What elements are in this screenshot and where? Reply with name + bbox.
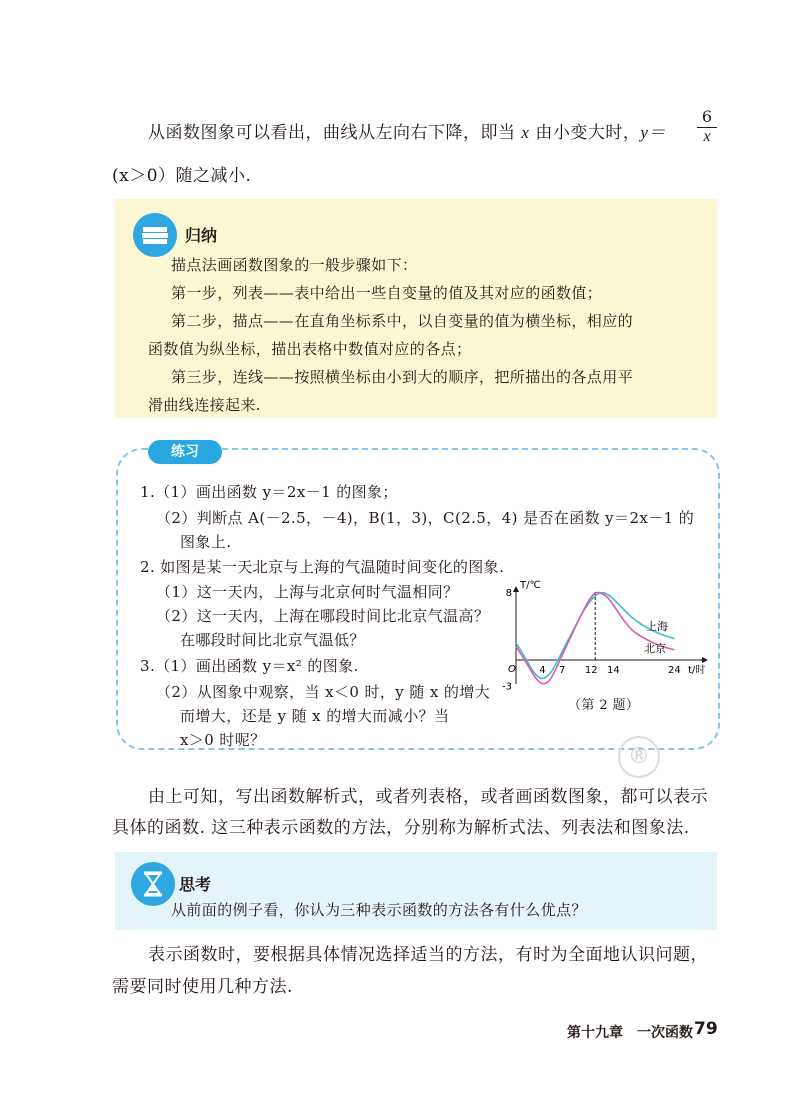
q1-part2-cont: 图象上. <box>180 533 232 551</box>
fraction-6-over-x: 6 x <box>697 108 717 146</box>
x-tick-label-14: 14 <box>607 665 620 676</box>
x-tick-label-12: 12 <box>584 665 598 676</box>
summary-line-4: 函数值为纵坐标，描出表格中数值对应的各点； <box>148 340 472 358</box>
temperature-chart <box>486 578 712 690</box>
series-label-shanghai: 上海 <box>646 620 668 633</box>
q3-part2-cont: 而增大，还是 y 随 x 的增大而减小？当 <box>180 707 450 725</box>
intro-line-2: (x＞0）随之减小. <box>112 166 252 186</box>
think-title: 思考 <box>179 875 212 894</box>
summary-line-5: 第三步，连线——按照横坐标由小到大的顺序，把所描出的各点用平 <box>171 368 634 386</box>
y-tick-label--3: -3 <box>502 681 512 690</box>
q2-part2-cont: 在哪段时间比北京气温低？ <box>180 631 365 649</box>
x-axis-label: t/时 <box>688 665 706 676</box>
summary-line-6: 滑曲线连接起来. <box>148 396 261 414</box>
books-icon <box>133 213 177 257</box>
middle-line-1: 由上可知，写出函数解析式，或者列表格，或者画函数图象，都可以表示 <box>148 787 708 807</box>
q1-part1: 1.（1）画出函数 y＝2x－1 的图象； <box>140 483 398 501</box>
intro-line-1: 从函数图象可以看出，曲线从左向右下降，即当 x 由小变大时，y＝ <box>148 123 666 143</box>
summary-line-3: 第二步，描点——在直角坐标系中，以自变量的值为横坐标，相应的 <box>171 312 634 330</box>
registered-mark: ® <box>618 736 660 778</box>
x-axis-arrow <box>702 657 708 663</box>
q3-part2-end: x＞0 时呢？ <box>180 731 266 749</box>
q1-part2: （2）判断点 A(－2.5，－4)，B(1，3)，C(2.5，4) 是否在函数 y＝2x－1 的 <box>156 509 695 527</box>
closing-line-2: 需要同时使用几种方法. <box>112 977 293 997</box>
q3-part1: 3.（1）画出函数 y＝x² 的图象. <box>140 657 359 675</box>
page-number: 79 <box>694 1019 718 1039</box>
middle-line-2: 具体的函数. 这三种表示函数的方法，分别称为解析式法、列表法和图象法. <box>112 818 690 838</box>
footer-chapter: 第十九章 一次函数 <box>567 1025 693 1041</box>
practice-tab: 练习 <box>148 440 222 464</box>
summary-title: 归纳 <box>185 226 218 245</box>
x-tick-label-7: 7 <box>559 665 566 676</box>
think-question: 从前面的例子看，你认为三种表示函数的方法各有什么优点？ <box>171 901 587 919</box>
think-box <box>115 852 717 930</box>
q3-part2: （2）从图象中观察，当 x＜0 时，y 随 x 的增大 <box>156 683 491 701</box>
x-tick-label-4: 4 <box>539 665 546 676</box>
q2-stem: 2. 如图是某一天北京与上海的气温随时间变化的图象. <box>140 558 505 576</box>
summary-line-2: 第一步，列表——表中给出一些自变量的值及其对应的函数值； <box>171 284 603 302</box>
summary-box <box>115 199 717 418</box>
y-axis-label: T/℃ <box>520 580 541 591</box>
hourglass-icon <box>131 862 175 906</box>
summary-line-1: 描点法画函数图象的一般步骤如下： <box>171 256 418 274</box>
y-axis-arrow <box>513 586 519 592</box>
closing-line-1: 表示函数时，要根据具体情况选择适当的方法，有时为全面地认识问题， <box>148 945 708 965</box>
q2-part1: （1）这一天内，上海与北京何时气温相同？ <box>156 583 459 601</box>
y-tick-label-8: 8 <box>505 588 512 599</box>
q2-part2: （2）这一天内，上海在哪段时间比北京气温高？ <box>156 607 490 625</box>
x-tick-label-24: 24 <box>668 665 681 676</box>
series-label-beijing: 北京 <box>644 642 666 655</box>
origin-label: O <box>508 664 516 675</box>
chart-caption: （第 2 题） <box>568 698 640 713</box>
